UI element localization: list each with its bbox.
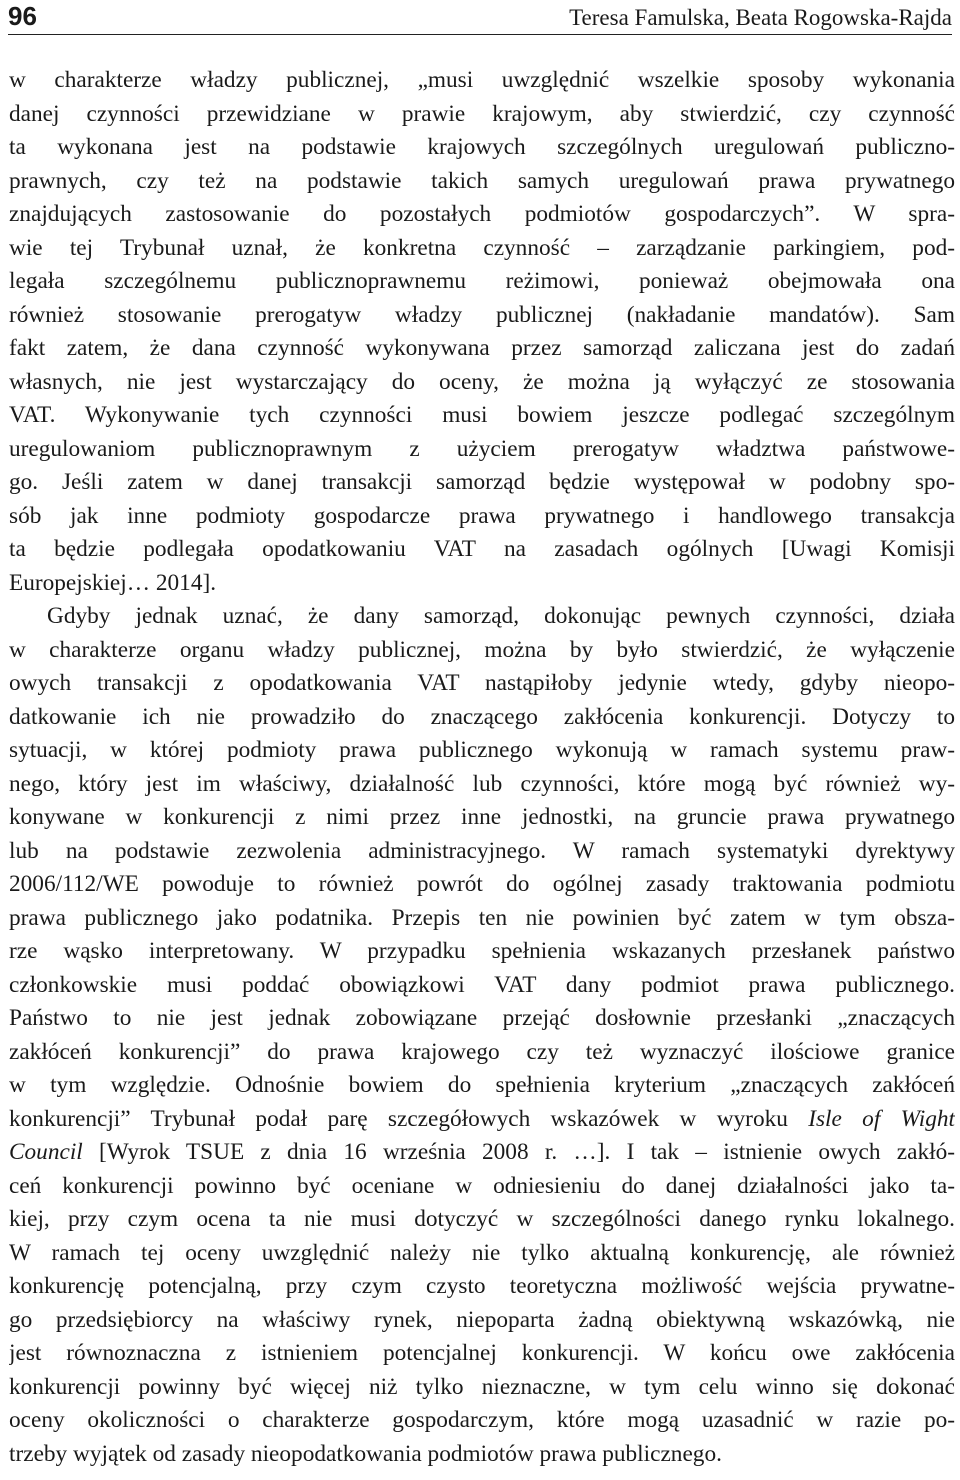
text-line: danej czynności przewidziane w prawie krajowym, aby stwierdzić, czy czynność	[9, 100, 955, 127]
text-line: go. Jeśli zatem w danej transakcji samorząd będzie występował w podobny spo-	[9, 469, 955, 495]
text-line: zakłóceń konkurencji” do prawa krajowego czy też wyznaczyć ilościowe granice	[9, 1038, 955, 1065]
text-line: w tym względzie. Odnośnie bowiem do spełnienia kryterium „znaczących zakłóceń	[9, 1072, 955, 1098]
text-line: ta będzie podlegała opodatkowaniu VAT na zasadach ogólnych [Uwagi Komisji	[9, 536, 955, 562]
text-line: owych transakcji z opodatkowania VAT nastąpiłoby jedynie wtedy, gdyby nieopo-	[9, 670, 955, 696]
text-line: fakt zatem, że dana czynność wykonywana przez samorząd zaliczana jest do zadań	[9, 335, 955, 361]
text-line: ceń konkurencji powinno być oceniane w odniesieniu do danej działalności jako ta-	[9, 1172, 955, 1199]
text-line: rze wąsko interpretowany. W przypadku spełnienia wskazanych przesłanek państwo	[9, 938, 955, 964]
text-line: Gdyby jednak uznać, że dany samorząd, dokonując pewnych czynności, działa	[47, 603, 955, 629]
paragraph-1	[9, 64, 955, 600]
text-line: prawnych, czy też na podstawie takich samych uregulowań prawa prywatnego	[9, 167, 955, 194]
text-line: członkowskie musi poddać obowiązkowi VAT dany podmiot prawa publicznego.	[9, 971, 955, 998]
text-line: legała szczególnemu publicznoprawnemu reżimowi, ponieważ obejmowała ona	[9, 268, 955, 294]
text-line: uregulowaniom publicznoprawnym z użyciem prerogatyw władztwa państwowe-	[9, 435, 955, 462]
text-line-with-case-name	[9, 1103, 955, 1137]
text-line: własnych, nie jest wystarczający do oceny, że można ją wyłączyć ze stosowania	[9, 368, 955, 395]
text-segment: [Wyrok TSUE z dnia 16 września 2008 r. …]. I tak – istnienie owych zakłó-	[82, 1139, 955, 1165]
text-line: prawa publicznego jako podatnika. Przepis ten nie powinien być zatem w tym obsza-	[9, 904, 955, 931]
page-header	[8, 0, 952, 35]
text-line: sób jak inne podmioty gospodarcze prawa prywatnego i handlowego transakcja	[9, 502, 955, 529]
text-line: lub na podstawie zezwolenia administracyjnego. W ramach systematyki dyrektywy	[9, 837, 955, 864]
body-text	[9, 64, 955, 1471]
text-line: jest równoznaczna z istnieniem potencjalnej konkurencji. W końcu owe zakłócenia	[9, 1340, 955, 1366]
text-line: w charakterze władzy publicznej, „musi uwzględnić wszelkie sposoby wykonania	[9, 67, 955, 93]
case-name-italic: Isle of Wight	[808, 1105, 955, 1132]
text-line: znajdujących zastosowanie do pozostałych podmiotów gospodarczych”. W spra-	[9, 201, 955, 227]
text-line: VAT. Wykonywanie tych czynności musi bowiem jeszcze podlegać szczególnym	[9, 402, 955, 428]
text-line: konkurencji powinny być więcej niż tylko nieznaczne, w tym celu winno się dokonać	[9, 1373, 955, 1400]
page-number: 96	[8, 1, 37, 31]
running-head-authors: Teresa Famulska, Beata Rogowska-Rajda	[569, 5, 952, 30]
text-line: kiej, przy czym ocena ta nie musi dotyczyć w szczególności danego rynku lokalnego.	[9, 1206, 955, 1232]
text-line: go przedsiębiorcy na właściwy rynek, niepoparta żadną obiektywną wskazówką, nie	[9, 1306, 955, 1333]
text-line: również stosowanie prerogatyw władzy publicznej (nakładanie mandatów). Sam	[9, 301, 955, 328]
case-name-italic: Council	[9, 1139, 83, 1165]
text-line: oceny okoliczności o charakterze gospodarczym, które mogą uzasadnić w razie po-	[9, 1407, 955, 1433]
paragraph-2	[9, 600, 955, 1471]
text-line: 2006/112/WE powoduje to również powrót do ogólnej zasady traktowania podmiotu	[9, 871, 955, 897]
text-line: W ramach tej oceny uwzględnić należy nie tylko aktualną konkurencję, ale również	[9, 1239, 955, 1266]
text-line: sytuacji, w której podmioty prawa publicznego wykonują w ramach systemu praw-	[9, 737, 955, 763]
text-line: nego, który jest im właściwy, działalność lub czynności, które mogą być również wy-	[9, 770, 955, 797]
text-line: w charakterze organu władzy publicznej, można by było stwierdzić, że wyłączenie	[9, 636, 955, 663]
text-line: wie tej Trybunał uznał, że konkretna czynność – zarządzanie parkingiem, pod-	[9, 234, 955, 261]
text-line: konywane w konkurencji z nimi przez inne jednostki, na gruncie prawa prywatnego	[9, 804, 955, 830]
text-line: datkowanie ich nie prowadziło do znaczącego zakłócenia konkurencji. Dotyczy to	[9, 703, 955, 730]
text-line-with-case-name	[9, 1136, 955, 1170]
text-line: konkurencję potencjalną, przy czym czysto teoretyczna możliwość wejścia prywatne-	[9, 1273, 955, 1299]
text-line: trzeby wyjątek od zasady nieopodatkowania podmiotów prawa publicznego.	[9, 1440, 722, 1467]
text-segment: konkurencji” Trybunał podał parę szczegółowych wskazówek w wyroku	[9, 1105, 809, 1132]
text-line: Europejskiej… 2014].	[9, 569, 217, 596]
text-line: ta wykonana jest na podstawie krajowych szczególnych uregulowań publiczno-	[9, 134, 955, 160]
text-line: Państwo to nie jest jednak zobowiązane przejąć dosłownie przesłanki „znaczących	[9, 1005, 955, 1031]
